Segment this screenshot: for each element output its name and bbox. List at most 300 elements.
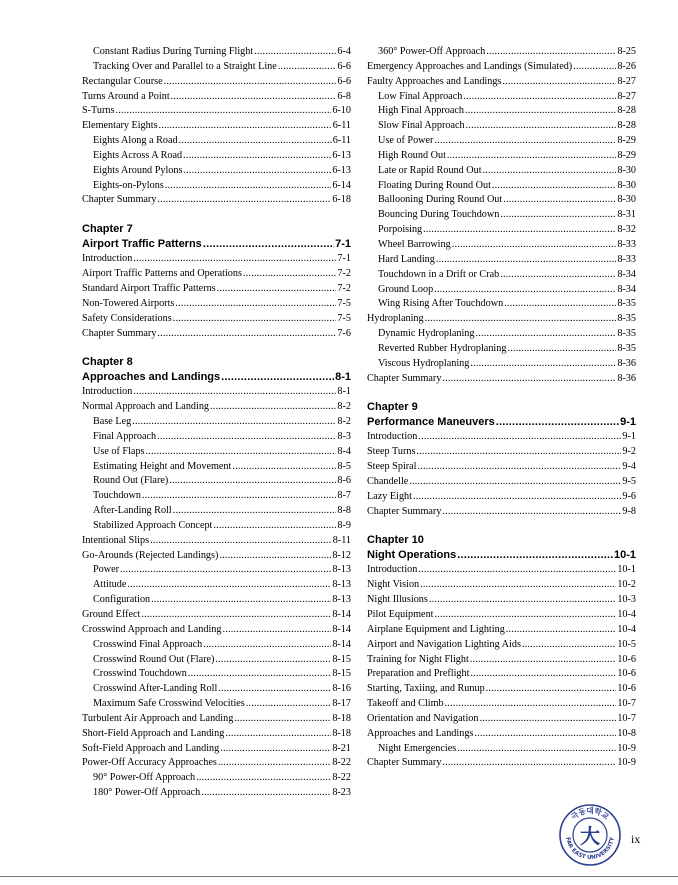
- entry-title: Chandelle: [367, 475, 409, 487]
- page-ref: 7-2: [337, 268, 351, 280]
- dot-leader: [463, 90, 616, 105]
- entry-title: Attitude: [93, 579, 127, 591]
- toc-subentry[interactable]: [367, 297, 636, 312]
- chapter-number: Chapter 7: [82, 223, 133, 236]
- toc-entry[interactable]: [82, 312, 351, 327]
- page-ref: 8-17: [332, 698, 351, 710]
- toc-subentry[interactable]: [367, 179, 636, 194]
- entry-title: Elementary Eights: [82, 120, 158, 132]
- page-ref: 8-35: [617, 328, 636, 340]
- page-ref: 6-11: [332, 120, 351, 132]
- entry-title: Crosswind Round Out (Flare): [93, 653, 215, 665]
- dot-leader: [169, 474, 336, 489]
- entry-title: Non-Towered Airports: [82, 297, 175, 309]
- chapter-title: Night Operations: [367, 549, 457, 562]
- toc-subentry[interactable]: [82, 653, 351, 668]
- entry-title: Constant Radius During Turning Flight: [93, 46, 254, 57]
- page-ref: 6-13: [332, 164, 351, 176]
- page-ref: 8-34: [617, 283, 636, 295]
- dot-leader: [442, 756, 616, 771]
- entry-title: Base Leg: [93, 416, 132, 428]
- page-ref: 8-34: [617, 268, 636, 280]
- toc-subentry[interactable]: [367, 238, 636, 253]
- toc-subentry[interactable]: [82, 460, 351, 475]
- toc-subentry[interactable]: [82, 519, 351, 534]
- toc-entry[interactable]: [367, 727, 636, 742]
- toc-subentry[interactable]: [367, 253, 636, 268]
- dot-leader: [434, 283, 616, 298]
- page-ref: 8-16: [332, 683, 351, 695]
- toc-entry[interactable]: [82, 193, 351, 208]
- toc-subentry[interactable]: [367, 342, 636, 357]
- entry-title: Steep Spiral: [367, 461, 417, 473]
- entry-title: Crosswind Final Approach: [93, 638, 203, 650]
- toc-entry[interactable]: [367, 460, 636, 475]
- entry-title: Introduction: [367, 564, 418, 576]
- dot-leader: [506, 623, 617, 638]
- toc-subentry[interactable]: [82, 445, 351, 460]
- page-ref: 8-1: [335, 371, 351, 384]
- toc-subentry[interactable]: [367, 223, 636, 238]
- page-ref: 7-1: [337, 253, 351, 265]
- page-ref: 8-6: [337, 475, 351, 487]
- toc-subentry[interactable]: [82, 45, 351, 60]
- entry-title: Starting, Taxiing, and Runup: [367, 683, 485, 695]
- dot-leader: [127, 578, 331, 593]
- toc-subentry[interactable]: [367, 268, 636, 283]
- dot-leader: [502, 75, 616, 90]
- page-ref: 8-4: [337, 445, 351, 457]
- dot-leader: [470, 653, 617, 668]
- toc-entry[interactable]: [82, 327, 351, 342]
- dot-leader: [120, 563, 331, 578]
- page-ref: 9-8: [622, 505, 636, 517]
- page-ref: 8-12: [332, 549, 351, 561]
- dot-leader: [171, 90, 337, 105]
- entry-title: Night Illusions: [367, 594, 428, 606]
- toc-entry[interactable]: [82, 282, 351, 297]
- entry-title: High Final Approach: [378, 105, 465, 117]
- page-ref: 8-22: [332, 757, 351, 769]
- dot-leader: [466, 119, 617, 134]
- entry-title: Pilot Equipment: [367, 609, 434, 620]
- toc-subentry[interactable]: [367, 193, 636, 208]
- page-ref: 7-5: [337, 312, 351, 324]
- dot-leader: [486, 45, 616, 60]
- toc-entry[interactable]: [82, 90, 351, 105]
- dot-leader: [522, 638, 616, 653]
- dot-leader: [151, 593, 331, 608]
- page-ref: 6-13: [332, 149, 351, 161]
- entry-title: Floating During Round Out: [378, 179, 491, 191]
- toc-subentry[interactable]: [367, 208, 636, 223]
- footer-rule: [0, 876, 678, 877]
- toc-entry[interactable]: [367, 756, 636, 771]
- entry-title: Soft-Field Approach and Landing: [82, 742, 220, 754]
- dot-leader: [492, 179, 616, 194]
- page-ref: 8-3: [337, 430, 351, 442]
- dot-leader: [429, 593, 616, 608]
- dot-leader: [504, 297, 616, 312]
- page-ref: 8-18: [332, 712, 351, 724]
- toc-subentry[interactable]: [82, 474, 351, 489]
- seal-text-bottom: FAR EAST UNIVERSITY: [564, 836, 616, 862]
- toc-subentry[interactable]: [367, 164, 636, 179]
- toc-entry[interactable]: [367, 475, 636, 490]
- page-ref: 10-8: [617, 727, 636, 739]
- toc-entry[interactable]: [82, 549, 351, 564]
- dot-leader: [470, 357, 616, 372]
- entry-title: 360° Power-Off Approach: [378, 46, 486, 57]
- chapter-number: Chapter 10: [367, 534, 424, 547]
- page-ref: 10-9: [617, 757, 636, 769]
- page-ref: 8-2: [337, 416, 351, 428]
- toc-entry[interactable]: [367, 712, 636, 727]
- page-ref: 8-36: [617, 357, 636, 369]
- dot-leader: [219, 549, 331, 564]
- entry-title: Hydroplaning: [367, 313, 424, 325]
- entry-title: S-Turns: [82, 105, 115, 117]
- page-ref: 6-6: [337, 75, 351, 87]
- toc-subentry[interactable]: [367, 357, 636, 372]
- dot-leader: [434, 134, 616, 149]
- toc-subentry[interactable]: [82, 667, 351, 682]
- dot-leader: [442, 372, 616, 387]
- dot-leader: [196, 771, 331, 786]
- toc-entry[interactable]: [82, 400, 351, 415]
- entry-title: Steep Turns: [367, 446, 416, 458]
- dot-leader: [503, 193, 616, 208]
- page-ref: 8-22: [332, 772, 351, 784]
- page-ref: 8-11: [332, 534, 351, 546]
- dot-leader: [173, 504, 337, 519]
- chapter-title-entry[interactable]: [367, 415, 636, 430]
- toc-subentry[interactable]: [82, 786, 351, 801]
- entry-title: Intentional Slips: [82, 534, 150, 546]
- toc-subentry[interactable]: [367, 327, 636, 342]
- page-ref: 6-4: [337, 46, 351, 57]
- toc-subentry[interactable]: [82, 682, 351, 697]
- entry-title: Eights Across A Road: [93, 149, 183, 161]
- entry-title: Standard Airport Traffic Patterns: [82, 282, 216, 294]
- toc-entry[interactable]: [367, 578, 636, 593]
- entry-title: Crosswind Approach and Landing: [82, 623, 222, 635]
- toc-entry[interactable]: [82, 608, 351, 623]
- toc-entry[interactable]: [367, 60, 636, 75]
- dot-leader: [483, 164, 617, 179]
- entry-title: 90° Power-Off Approach: [93, 772, 196, 784]
- page-ref: 8-1: [337, 386, 351, 398]
- dot-leader: [243, 267, 336, 282]
- entry-title: Normal Approach and Landing: [82, 401, 210, 413]
- toc-entry[interactable]: [82, 742, 351, 757]
- entry-title: Bouncing During Touchdown: [378, 209, 500, 221]
- toc-entry[interactable]: [82, 252, 351, 267]
- toc-entry[interactable]: [82, 119, 351, 134]
- toc-subentry[interactable]: [82, 697, 351, 712]
- entry-title: Preparation and Preflight: [367, 668, 470, 680]
- dot-leader: [165, 179, 332, 194]
- entry-title: Introduction: [82, 386, 133, 398]
- entry-title: Night Emergencies: [378, 742, 457, 754]
- toc-subentry[interactable]: [367, 45, 636, 60]
- toc-subentry[interactable]: [82, 164, 351, 179]
- entry-title: Emergency Approaches and Landings (Simulated): [367, 60, 573, 72]
- chapter-title-entry[interactable]: [82, 237, 351, 252]
- dot-leader: [418, 460, 622, 475]
- entry-title: Rectangular Course: [82, 75, 163, 87]
- toc-entry[interactable]: [367, 312, 636, 327]
- dot-leader: [201, 786, 331, 801]
- toc-subentry[interactable]: [367, 283, 636, 298]
- entry-title: Dynamic Hydroplaning: [378, 328, 475, 340]
- page-ref: 8-14: [332, 609, 351, 620]
- dot-leader: [479, 712, 616, 727]
- entry-title: Hard Landing: [378, 253, 435, 265]
- toc-subentry[interactable]: [82, 489, 351, 504]
- entry-title: Power-Off Accuracy Approaches: [82, 757, 217, 769]
- dot-leader: [150, 534, 332, 549]
- toc-entry[interactable]: [82, 75, 351, 90]
- entry-title: Airport Traffic Patterns and Operations: [82, 268, 242, 280]
- toc-subentry[interactable]: [82, 134, 351, 149]
- entry-title: Introduction: [82, 253, 133, 265]
- toc-entry[interactable]: [82, 623, 351, 638]
- page-ref: 10-6: [617, 683, 636, 695]
- page-ref: 10-2: [617, 579, 636, 591]
- page-ref: 8-33: [617, 253, 636, 265]
- page-ref: 8-2: [337, 401, 351, 413]
- entry-title: Slow Final Approach: [378, 120, 465, 132]
- toc-subentry[interactable]: [82, 771, 351, 786]
- dot-leader: [157, 327, 336, 342]
- page-ref: 8-35: [617, 313, 636, 325]
- page-ref: 8-30: [617, 179, 636, 191]
- toc-entry[interactable]: [367, 682, 636, 697]
- chapter-title-entry[interactable]: [82, 370, 351, 385]
- dot-leader: [413, 490, 621, 505]
- dot-leader: [423, 223, 616, 238]
- toc-entry[interactable]: [367, 697, 636, 712]
- toc-entry[interactable]: [82, 756, 351, 771]
- dot-leader: [188, 667, 331, 682]
- dot-leader: [179, 134, 332, 149]
- dot-leader: [486, 682, 617, 697]
- entry-title: Final Approach: [93, 430, 157, 442]
- entry-title: Use of Power: [378, 135, 434, 147]
- toc-entry[interactable]: [367, 445, 636, 460]
- entry-title: Wing Rising After Touchdown: [378, 298, 504, 310]
- page-ref: 8-5: [337, 460, 351, 472]
- page-ref: 10-6: [617, 653, 636, 665]
- dot-leader: [141, 608, 331, 623]
- toc-entry[interactable]: [82, 104, 351, 119]
- page-ref: 8-31: [617, 209, 636, 221]
- entry-title: Crosswind After-Landing Roll: [93, 683, 218, 695]
- entry-title: Estimating Height and Movement: [93, 460, 232, 472]
- toc-entry[interactable]: [367, 430, 636, 445]
- entry-title: Chapter Summary: [367, 372, 442, 384]
- dot-leader: [474, 727, 616, 742]
- page-ref: 8-7: [337, 490, 351, 502]
- dot-leader: [418, 430, 621, 445]
- toc-subentry[interactable]: [367, 119, 636, 134]
- entry-title: Eights Around Pylons: [93, 164, 183, 176]
- toc-entry[interactable]: [367, 593, 636, 608]
- page-ref: 9-6: [622, 490, 636, 502]
- dot-leader: [203, 237, 334, 252]
- toc-entry[interactable]: [367, 75, 636, 90]
- page-ref: 8-27: [617, 75, 636, 87]
- dot-leader: [418, 563, 616, 578]
- entry-title: Ballooning During Round Out: [378, 194, 503, 206]
- dot-leader: [452, 238, 617, 253]
- page-ref: 10-7: [617, 712, 636, 724]
- toc-subentry[interactable]: [82, 563, 351, 578]
- dot-leader: [278, 60, 337, 75]
- toc-entry[interactable]: [367, 563, 636, 578]
- toc-entry[interactable]: [82, 267, 351, 282]
- chapter-title: Approaches and Landings: [82, 371, 221, 384]
- entry-title: Chapter Summary: [82, 327, 157, 339]
- entry-title: Maximum Safe Crosswind Velocities: [93, 698, 245, 710]
- page-ref: 8-23: [332, 787, 351, 799]
- page-ref: 8-30: [617, 194, 636, 206]
- entry-title: Turns Around a Point: [82, 90, 170, 102]
- toc-entry[interactable]: [367, 608, 636, 623]
- dot-leader: [447, 149, 616, 164]
- dot-leader: [183, 149, 331, 164]
- dot-leader: [164, 75, 337, 90]
- dot-leader: [175, 297, 336, 312]
- toc-entry[interactable]: [367, 490, 636, 505]
- entry-title: Viscous Hydroplaning: [378, 357, 470, 369]
- dot-leader: [435, 608, 617, 623]
- page-ref: 7-5: [337, 297, 351, 309]
- toc-subentry[interactable]: [82, 593, 351, 608]
- toc-subentry[interactable]: [82, 179, 351, 194]
- dot-leader: [470, 667, 616, 682]
- dot-leader: [213, 519, 336, 534]
- toc-entry[interactable]: [367, 653, 636, 668]
- chapter-title-entry[interactable]: [367, 548, 636, 563]
- toc-subentry[interactable]: [82, 60, 351, 75]
- toc-entry[interactable]: [367, 638, 636, 653]
- page-ref: 8-36: [617, 372, 636, 384]
- toc-subentry[interactable]: [82, 149, 351, 164]
- dot-leader: [500, 268, 616, 283]
- page-ref: 10-1: [613, 549, 636, 562]
- toc-subentry[interactable]: [82, 430, 351, 445]
- toc-subentry[interactable]: [82, 578, 351, 593]
- toc-entry[interactable]: [367, 667, 636, 682]
- page-ref: 8-35: [617, 298, 636, 310]
- toc-entry[interactable]: [82, 712, 351, 727]
- dot-leader: [157, 430, 336, 445]
- entry-title: Safety Considerations: [82, 312, 172, 324]
- dot-leader: [115, 104, 331, 119]
- entry-title: Short-Field Approach and Landing: [82, 727, 225, 739]
- toc-subentry[interactable]: [367, 134, 636, 149]
- toc-entry[interactable]: [82, 385, 351, 400]
- toc-subentry[interactable]: [367, 104, 636, 119]
- entry-title: Orientation and Navigation: [367, 712, 479, 724]
- page-ref: 6-10: [332, 105, 351, 117]
- entry-title: Training for Night Flight: [367, 653, 469, 665]
- toc-entry[interactable]: [82, 534, 351, 549]
- page-ref: 7-6: [337, 327, 351, 339]
- toc-subentry[interactable]: [82, 504, 351, 519]
- entry-title: Tracking Over and Parallel to a Straight Line: [93, 60, 277, 72]
- entry-title: Go-Arounds (Rejected Landings): [82, 549, 219, 561]
- toc-subentry[interactable]: [82, 415, 351, 430]
- entry-title: Ground Effect: [82, 609, 141, 620]
- entry-title: Configuration: [93, 594, 151, 606]
- dot-leader: [215, 653, 331, 668]
- dot-leader: [142, 489, 336, 504]
- toc-column-right: [367, 45, 636, 771]
- toc-entry[interactable]: [367, 505, 636, 520]
- entry-title: Porpoising: [378, 224, 423, 236]
- page-ref: 10-4: [617, 609, 636, 620]
- page-ref: 10-5: [617, 638, 636, 650]
- toc-entry[interactable]: [82, 727, 351, 742]
- entry-title: Chapter Summary: [82, 194, 157, 206]
- page-ref: 8-15: [332, 668, 351, 680]
- entry-title: Airplane Equipment and Lighting: [367, 623, 505, 635]
- toc-entry[interactable]: [367, 623, 636, 638]
- dot-leader: [573, 60, 616, 75]
- entry-title: Airport and Navigation Lighting Aids: [367, 638, 521, 650]
- page-ref: 8-13: [332, 579, 351, 591]
- dot-leader: [220, 742, 331, 757]
- page-ref: 9-4: [622, 461, 636, 473]
- page-ref: 10-1: [617, 564, 636, 576]
- page-ref: 8-13: [332, 594, 351, 606]
- page-ref: 10-7: [617, 698, 636, 710]
- page-ref: 8-14: [332, 638, 351, 650]
- dot-leader: [133, 252, 336, 267]
- page-ref: 7-2: [337, 282, 351, 294]
- dot-leader: [465, 104, 616, 119]
- page-ref: 8-21: [332, 742, 351, 754]
- page-ref: 8-18: [332, 727, 351, 739]
- entry-title: Chapter Summary: [367, 505, 442, 517]
- dot-leader: [500, 208, 616, 223]
- page-ref: 10-3: [617, 594, 636, 606]
- page-ref: 8-25: [617, 46, 636, 57]
- dot-leader: [416, 445, 621, 460]
- dot-leader: [475, 327, 616, 342]
- chapter-title: Performance Maneuvers: [367, 416, 495, 429]
- toc-subentry[interactable]: [367, 149, 636, 164]
- entry-title: Faulty Approaches and Landings: [367, 75, 502, 87]
- entry-title: Approaches and Landings: [367, 727, 474, 739]
- seal-center-glyph: 大: [580, 824, 600, 848]
- toc-subentry[interactable]: [367, 742, 636, 757]
- dot-leader: [457, 548, 613, 563]
- dot-leader: [159, 119, 332, 134]
- toc-entry[interactable]: [82, 297, 351, 312]
- dot-leader: [420, 578, 616, 593]
- page-ref: 8-13: [332, 564, 351, 576]
- toc-subentry[interactable]: [367, 90, 636, 105]
- toc-subentry[interactable]: [82, 638, 351, 653]
- toc-entry[interactable]: [367, 372, 636, 387]
- page-ref: 8-35: [617, 342, 636, 354]
- page-ref: 8-28: [617, 120, 636, 132]
- chapter-title: Airport Traffic Patterns: [82, 238, 202, 251]
